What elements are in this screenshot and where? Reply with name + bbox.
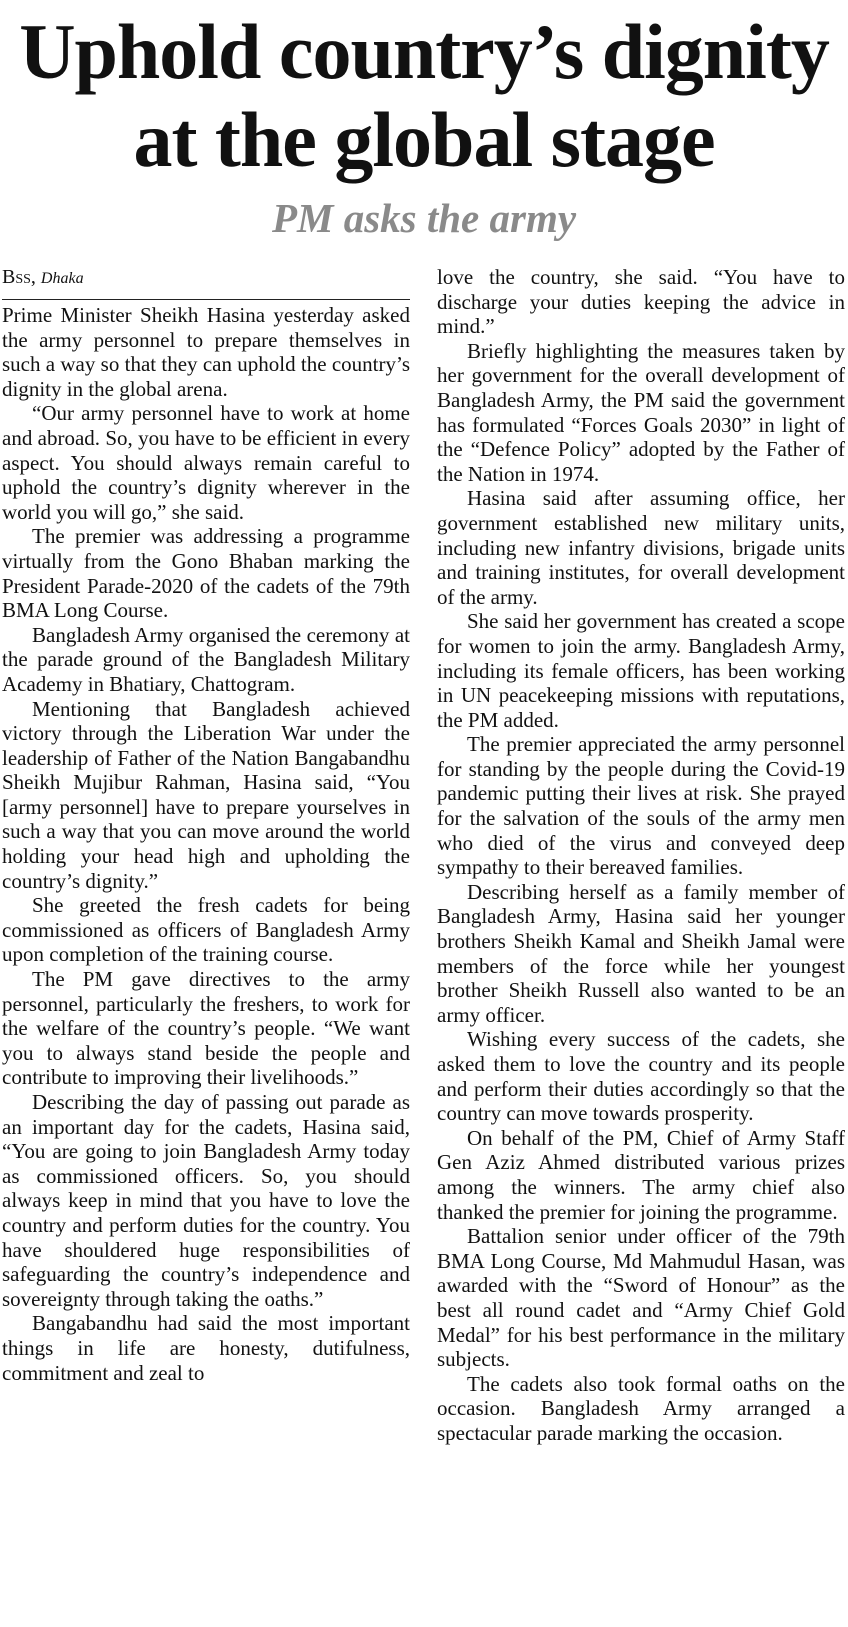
subheadline: PM asks the army: [271, 195, 577, 241]
paragraph: Bangabandhu had said the most important things in life are honesty, dutifulness, commitment and zeal to: [2, 1311, 410, 1385]
paragraph: Bangladesh Army organised the ceremony at the parade ground of the Bangladesh Military Academy in Bhatiary, Chattogram.: [2, 622, 410, 696]
paragraph: Hasina said after assuming office, her government established new military units, including new infantry divisions, brigade units and training institutes, for overall development of the army.: [437, 486, 845, 609]
paragraph: She said her government has created a scope for women to join the army. Bangladesh Army, including its female officers, has been working in UN peacekeeping missions with reputations, the PM added.: [437, 609, 845, 732]
byline-agency: Bss,: [2, 266, 36, 288]
paragraph: love the country, she said. “You have to discharge your duties keeping the advice in mind.”: [437, 265, 845, 339]
paragraph: The premier was addressing a programme virtually from the Gono Bhaban marking the President Parade-2020 of the cadets of the 79th BMA Long Course.: [2, 524, 410, 623]
paragraph: “Our army personnel have to work at home and abroad. So, you have to be efficient in every aspect. You should always remain careful to uphold the country’s dignity wherever in the world you will go,” she said.: [2, 401, 410, 524]
paragraph: On behalf of the PM, Chief of Army Staff Gen Aziz Ahmed distributed various prizes among the winners. The army chief also thanked the premier for joining the programme.: [437, 1125, 845, 1224]
paragraph: Prime Minister Sheikh Hasina yesterday asked the army personnel to prepare themselves in such a way so that they can uphold the country’s dignity in the global arena.: [2, 303, 410, 401]
byline: [2, 265, 410, 300]
paragraph: She greeted the fresh cadets for being commissioned as officers of Bangladesh Army upon completion of the training course.: [2, 893, 410, 967]
headline: Uphold country’s dignity at the global stage: [19, 8, 829, 183]
byline-place: Dhaka: [40, 270, 84, 287]
paragraph: Describing the day of passing out parade as an important day for the cadets, Hasina said, “You are going to join Bangladesh Army today as commissioned officers. So, you should always keep in mind that you have to love the country and perform duties for the country. You have shouldered huge responsibilities of safeguarding the country’s independence and sovereignty through taking the oaths.”: [2, 1090, 410, 1311]
paragraph: The PM gave directives to the army personnel, particularly the freshers, to work for the welfare of the country’s people. “We want you to always stand beside the people and contribute to improving their livelihoods.”: [2, 967, 410, 1090]
paragraph: Battalion senior under officer of the 79th BMA Long Course, Md Mahmudul Hasan, was awarded with the “Sword of Honour” as the best all round cadet and “Army Chief Gold Medal” for his best performance in the military subjects.: [437, 1224, 845, 1372]
paragraph: The cadets also took formal oaths on the occasion. Bangladesh Army arranged a spectacular parade marking the occasion.: [437, 1371, 845, 1445]
paragraph: The premier appreciated the army personnel for standing by the people during the Covid-19 pandemic putting their lives at risk. She prayed for the salvation of the souls of the army men who died of the virus and conveyed deep sympathy to their bereaved families.: [437, 732, 845, 880]
article-column-left: [2, 303, 410, 1385]
paragraph: Mentioning that Bangladesh achieved victory through the Liberation War under the leadership of Father of the Nation Bangabandhu Sheikh Mujibur Rahman, Hasina said, “You [army personnel] have to prepare yourselves in such a way that you can move around the world holding your head high and upholding the country’s dignity.”: [2, 696, 410, 893]
paragraph: Wishing every success of the cadets, she asked them to love the country and its people and perform their duties accordingly so that the country can move towards prosperity.: [437, 1027, 845, 1126]
paragraph: Describing herself as a family member of Bangladesh Army, Hasina said her younger brothers Sheikh Kamal and Sheikh Jamal were members of the force while her youngest brother Sheikh Russell also wanted to be an army officer.: [437, 879, 845, 1027]
article-column-right: [437, 265, 845, 1446]
paragraph: Briefly highlighting the measures taken by her government for the overall development of Bangladesh Army, the PM said the government has formulated “Forces Goals 2030” in light of the “Defence Policy” adopted by the Father of the Nation in 1974.: [437, 338, 845, 486]
